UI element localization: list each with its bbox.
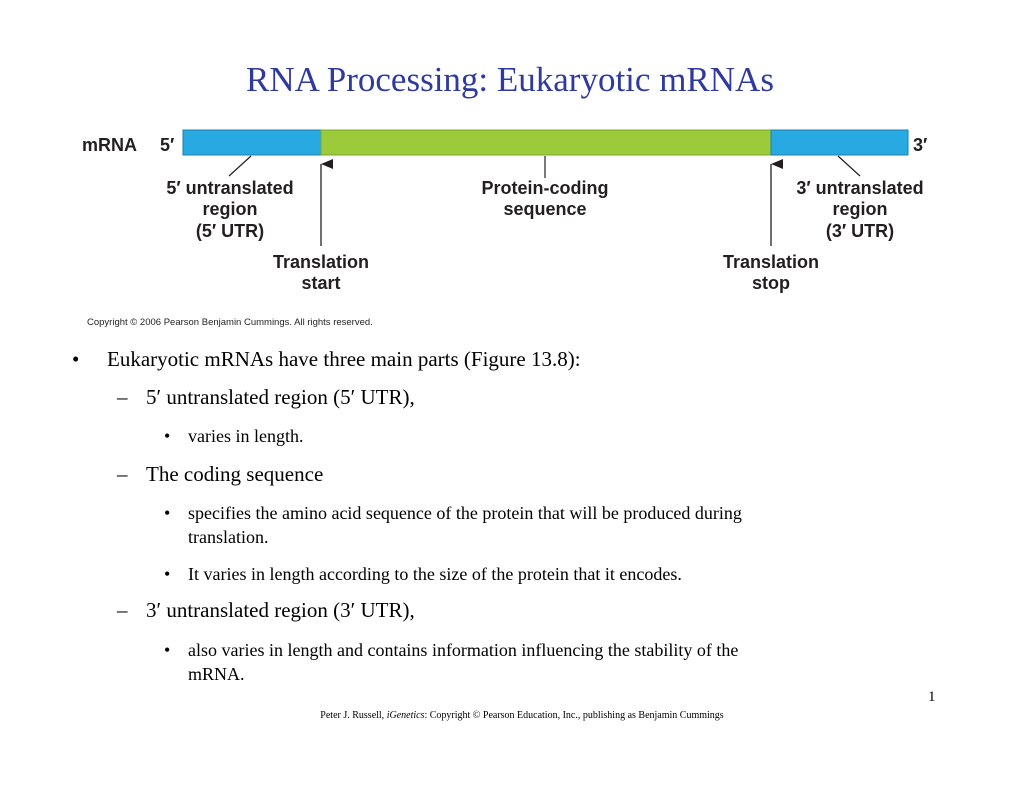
footer-book-title: iGenetics — [386, 710, 425, 721]
translation-start-label-line2: start — [301, 273, 341, 293]
utr3-label-line1: 3′ untranslated — [796, 178, 924, 198]
three-prime-label: 3′ — [913, 135, 928, 155]
page-number: 1 — [928, 689, 936, 705]
sub-bullet-text: 3′ untranslated region (3′ UTR), — [146, 598, 415, 622]
translation-start-label-line1: Translation — [272, 252, 370, 272]
detail-bullet-marker: • — [164, 564, 171, 584]
figure-copyright: Copyright © 2006 Pearson Benjamin Cummings. All rights reserved. — [87, 317, 373, 328]
sub-bullet-text: The coding sequence — [146, 462, 324, 486]
bullet-marker: • — [72, 347, 80, 371]
footer-author: Peter J. Russell, — [320, 710, 387, 721]
translation-stop-label-line2: stop — [752, 273, 790, 293]
detail-bullet-continuation: translation. — [188, 527, 269, 547]
utr5-label-line3: (5′ UTR) — [195, 221, 265, 241]
utr5-leader-line — [229, 156, 251, 176]
utr3-segment — [771, 130, 908, 155]
dash-marker: – — [117, 462, 128, 486]
detail-bullet-marker: • — [164, 640, 171, 660]
dash-marker: – — [117, 385, 128, 409]
detail-bullet-text: also varies in length and contains information influencing the stability of the — [188, 640, 739, 660]
translation-stop-label-line1: Translation — [722, 252, 820, 272]
detail-bullet-text: specifies the amino acid sequence of the protein that will be produced during — [188, 503, 742, 523]
detail-bullet-marker: • — [164, 503, 171, 523]
detail-bullet-text: It varies in length according to the size of the protein that it encodes. — [188, 564, 682, 584]
mrna-figure — [0, 0, 1020, 340]
utr5-segment — [183, 130, 321, 155]
coding-segment — [321, 130, 771, 155]
utr5-label-line1: 5′ untranslated — [166, 178, 294, 198]
slide-title: RNA Processing: Eukaryotic mRNAs — [246, 60, 774, 99]
coding-label-line2: sequence — [503, 199, 587, 219]
utr3-leader-line — [838, 156, 860, 176]
dash-marker: – — [117, 598, 128, 622]
detail-bullet-continuation: mRNA. — [188, 664, 245, 684]
coding-label-line1: Protein-coding — [481, 178, 609, 198]
detail-bullet-marker: • — [164, 426, 171, 446]
detail-bullet-text: varies in length. — [188, 426, 304, 446]
footer — [0, 710, 1020, 721]
utr5-label-line2: region — [202, 199, 258, 219]
bullet-text: Eukaryotic mRNAs have three main parts (Figure 13.8): — [107, 347, 581, 371]
utr3-label-line3: (3′ UTR) — [825, 221, 895, 241]
utr3-label-line2: region — [832, 199, 888, 219]
five-prime-label: 5′ — [160, 135, 175, 155]
footer-copyright: : Copyright © Pearson Education, Inc., publishing as Benjamin Cummings — [424, 710, 724, 721]
mrna-label: mRNA — [82, 135, 138, 155]
sub-bullet-text: 5′ untranslated region (5′ UTR), — [146, 385, 415, 409]
